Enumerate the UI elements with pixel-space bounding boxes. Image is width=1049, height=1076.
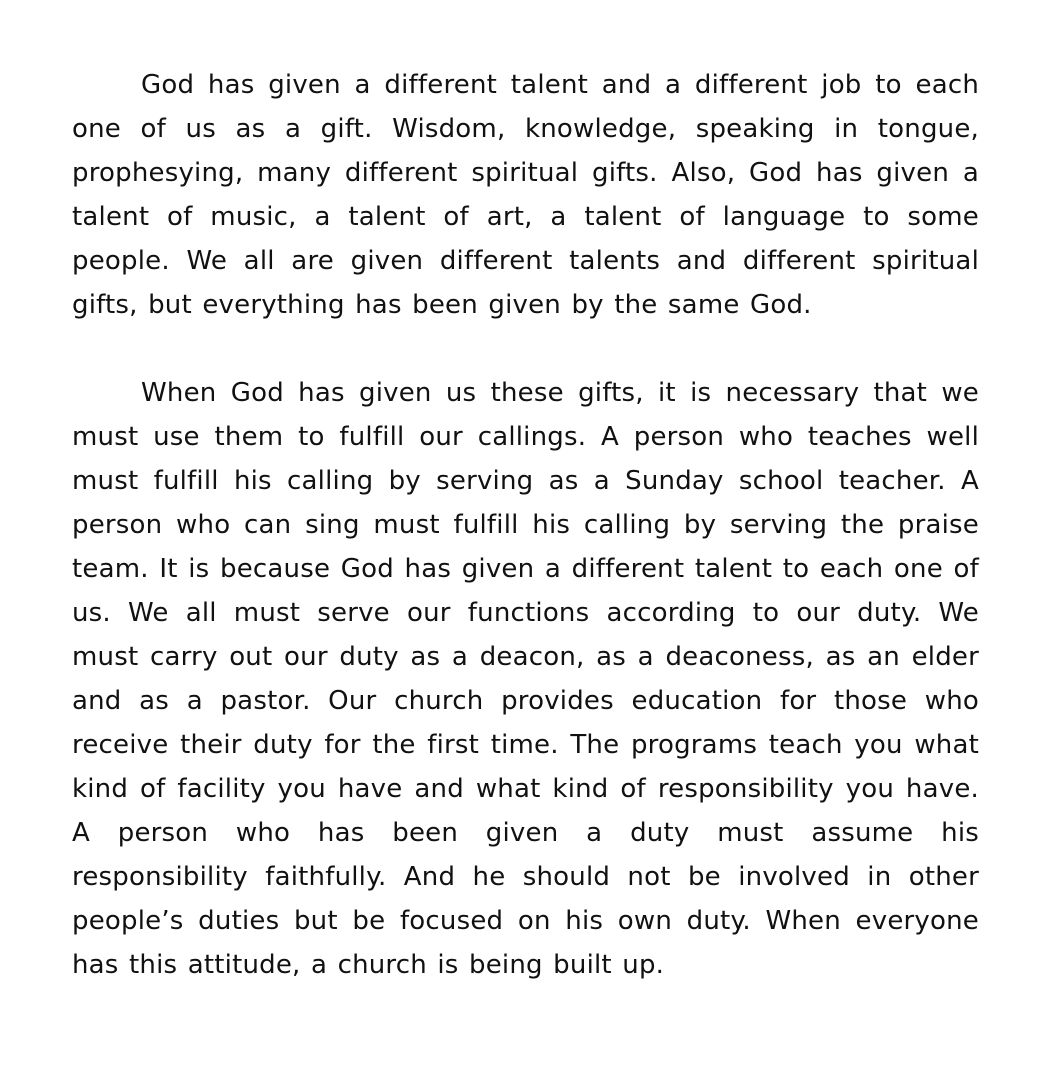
document-body <box>72 63 979 987</box>
paragraph-using-gifts: When God has given us these gifts, it is necessary that we must use them to fulfill our callings. A person who teaches well must fulfill his calling by serving as a Sunday school teacher. A person who can sing must fulfill his calling by serving the praise team. It is because God has given a different talent to each one of us. We all must serve our functions according to our duty. We must carry out our duty as a deacon, as a deaconess, as an elder and as a pastor. Our church provides education for those who receive their duty for the first time. The programs teach you what kind of facility you have and what kind of responsibility you have. A person who has been given a duty must assume his responsibility faithfully. And he should not be involved in other people’s duties but be focused on his own duty. When everyone has this attitude, a church is being built up. <box>72 378 979 980</box>
paragraph-spiritual-gifts: God has given a different talent and a different job to each one of us as a gift. Wisdom, knowledge, speaking in tongue, prophesying, many different spiritual gifts. Also, God has given a talent of music, a talent of art, a talent of language to some people. We all are given different talents and different spiritual gifts, but everything has been given by the same God. <box>72 70 979 320</box>
